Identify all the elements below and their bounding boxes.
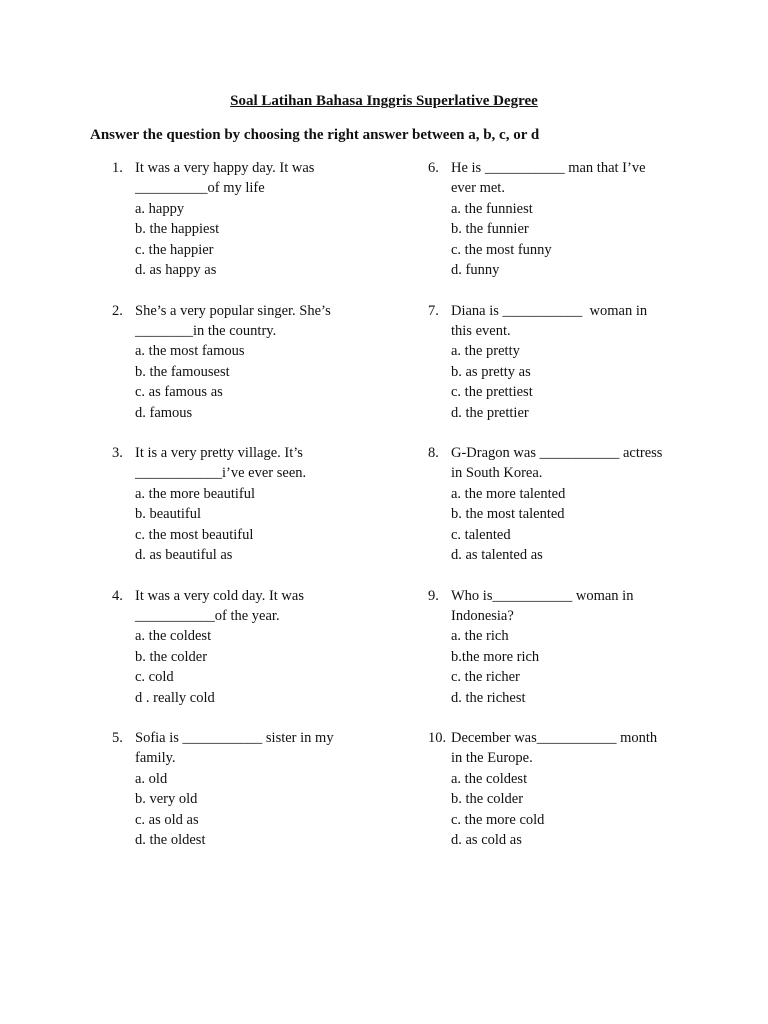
question-7 [428, 301, 688, 444]
answer-option: d. as beautiful as [135, 547, 233, 564]
answer-option: d. famous [135, 404, 193, 421]
question-text-line: ever met. [451, 180, 505, 197]
question-body [451, 158, 691, 280]
answer-option: b. very old [135, 791, 198, 808]
answer-option: d. the prettier [451, 404, 529, 421]
question-text-line: __________of my life [135, 180, 265, 197]
question-body [451, 301, 691, 423]
question-number: 9. [428, 587, 439, 604]
answer-option: d. as happy as [135, 262, 217, 279]
question-number: 8. [428, 445, 439, 461]
question-number: 6. [428, 160, 439, 176]
answer-option: a. the coldest [135, 628, 212, 645]
question-text-line: in South Korea. [451, 465, 543, 482]
answer-option: b. beautiful [135, 506, 202, 523]
question-text-line: It was a very cold day. It was [135, 587, 304, 604]
question-text-line: ___________of the year. [135, 607, 280, 624]
answer-option: c. talented [451, 526, 511, 543]
answer-option: a. the pretty [451, 343, 520, 360]
question-number: 5. [112, 730, 123, 746]
answer-option: c. the more cold [451, 811, 545, 828]
question-body [451, 443, 691, 565]
answer-option: a. happy [135, 200, 185, 217]
question-body [135, 728, 375, 850]
question-5 [112, 728, 372, 871]
question-number: 2. [112, 302, 123, 319]
question-body [135, 586, 375, 708]
question-10 [428, 728, 688, 871]
answer-option: c. as famous as [135, 384, 223, 401]
question-body [135, 301, 375, 423]
answer-option: c. the happier [135, 241, 214, 258]
answer-option: a. the rich [451, 628, 509, 645]
question-text-line: ____________i’ve ever seen. [135, 465, 307, 482]
question-text-line: family. [135, 750, 176, 767]
question-text-line: He is ___________ man that I’ve [451, 160, 646, 176]
answer-option: d. funny [451, 262, 500, 279]
answer-option: b. as pretty as [451, 363, 531, 380]
question-text-line: Diana is ___________ woman in [451, 302, 648, 319]
question-text-line: Who is___________ woman in [451, 587, 634, 604]
answer-option: d. as cold as [451, 832, 522, 849]
question-2 [112, 301, 372, 444]
question-4 [112, 586, 372, 729]
question-body [451, 728, 691, 850]
question-text-line: It is a very pretty village. It’s [135, 445, 303, 461]
answer-option: c. the most funny [451, 241, 552, 258]
question-text-line: G-Dragon was ___________ actress [451, 445, 663, 461]
question-text-line: ________in the country. [135, 322, 277, 339]
question-text-line: Indonesia? [451, 607, 514, 624]
answer-option: b. the colder [135, 648, 208, 665]
answer-option: c. as old as [135, 811, 199, 828]
answer-option: d. the oldest [135, 832, 206, 849]
answer-option: b. the happiest [135, 221, 220, 238]
question-body [135, 158, 375, 280]
question-body [451, 586, 691, 708]
question-1 [112, 158, 372, 301]
question-number: 3. [112, 445, 123, 461]
answer-option: a. the more beautiful [135, 485, 255, 502]
question-6 [428, 158, 688, 301]
question-number: 7. [428, 302, 439, 319]
question-number: 4. [112, 587, 123, 604]
answer-option: d . really cold [135, 689, 215, 706]
page-title: Soal Latihan Bahasa Inggris Superlative Degree [230, 93, 538, 109]
answer-option: b.the more rich [451, 648, 540, 665]
answer-option: d. the richest [451, 689, 526, 706]
question-text-line: Sofia is ___________ sister in my [135, 730, 334, 746]
answer-option: a. the more talented [451, 485, 566, 502]
question-text-line: this event. [451, 322, 511, 339]
question-9 [428, 586, 688, 729]
question-number: 10. [428, 730, 447, 746]
answer-option: a. the funniest [451, 200, 533, 217]
left-question-column [112, 158, 372, 871]
right-question-column [428, 158, 688, 871]
answer-option: d. as talented as [451, 547, 543, 564]
answer-option: b. the most talented [451, 506, 565, 523]
question-text-line: It was a very happy day. It was [135, 160, 315, 176]
question-8 [428, 443, 688, 586]
question-number: 1. [112, 160, 123, 176]
answer-option: b. the colder [451, 791, 524, 808]
instruction-text: Answer the question by choosing the right answer between a, b, c, or d [90, 127, 540, 143]
answer-option: b. the famousest [135, 363, 230, 380]
question-text-line: She’s a very popular singer. She’s [135, 302, 331, 319]
answer-option: a. the coldest [451, 770, 528, 787]
answer-option: c. the most beautiful [135, 526, 254, 543]
question-3 [112, 443, 372, 586]
question-text-line: in the Europe. [451, 750, 533, 767]
answer-option: a. the most famous [135, 343, 245, 360]
answer-option: b. the funnier [451, 221, 529, 238]
answer-option: c. the richer [451, 669, 520, 686]
question-text-line: December was___________ month [451, 730, 658, 746]
answer-option: a. old [135, 770, 168, 787]
answer-option: c. the prettiest [451, 384, 533, 401]
answer-option: c. cold [135, 669, 174, 686]
question-body [135, 443, 375, 565]
